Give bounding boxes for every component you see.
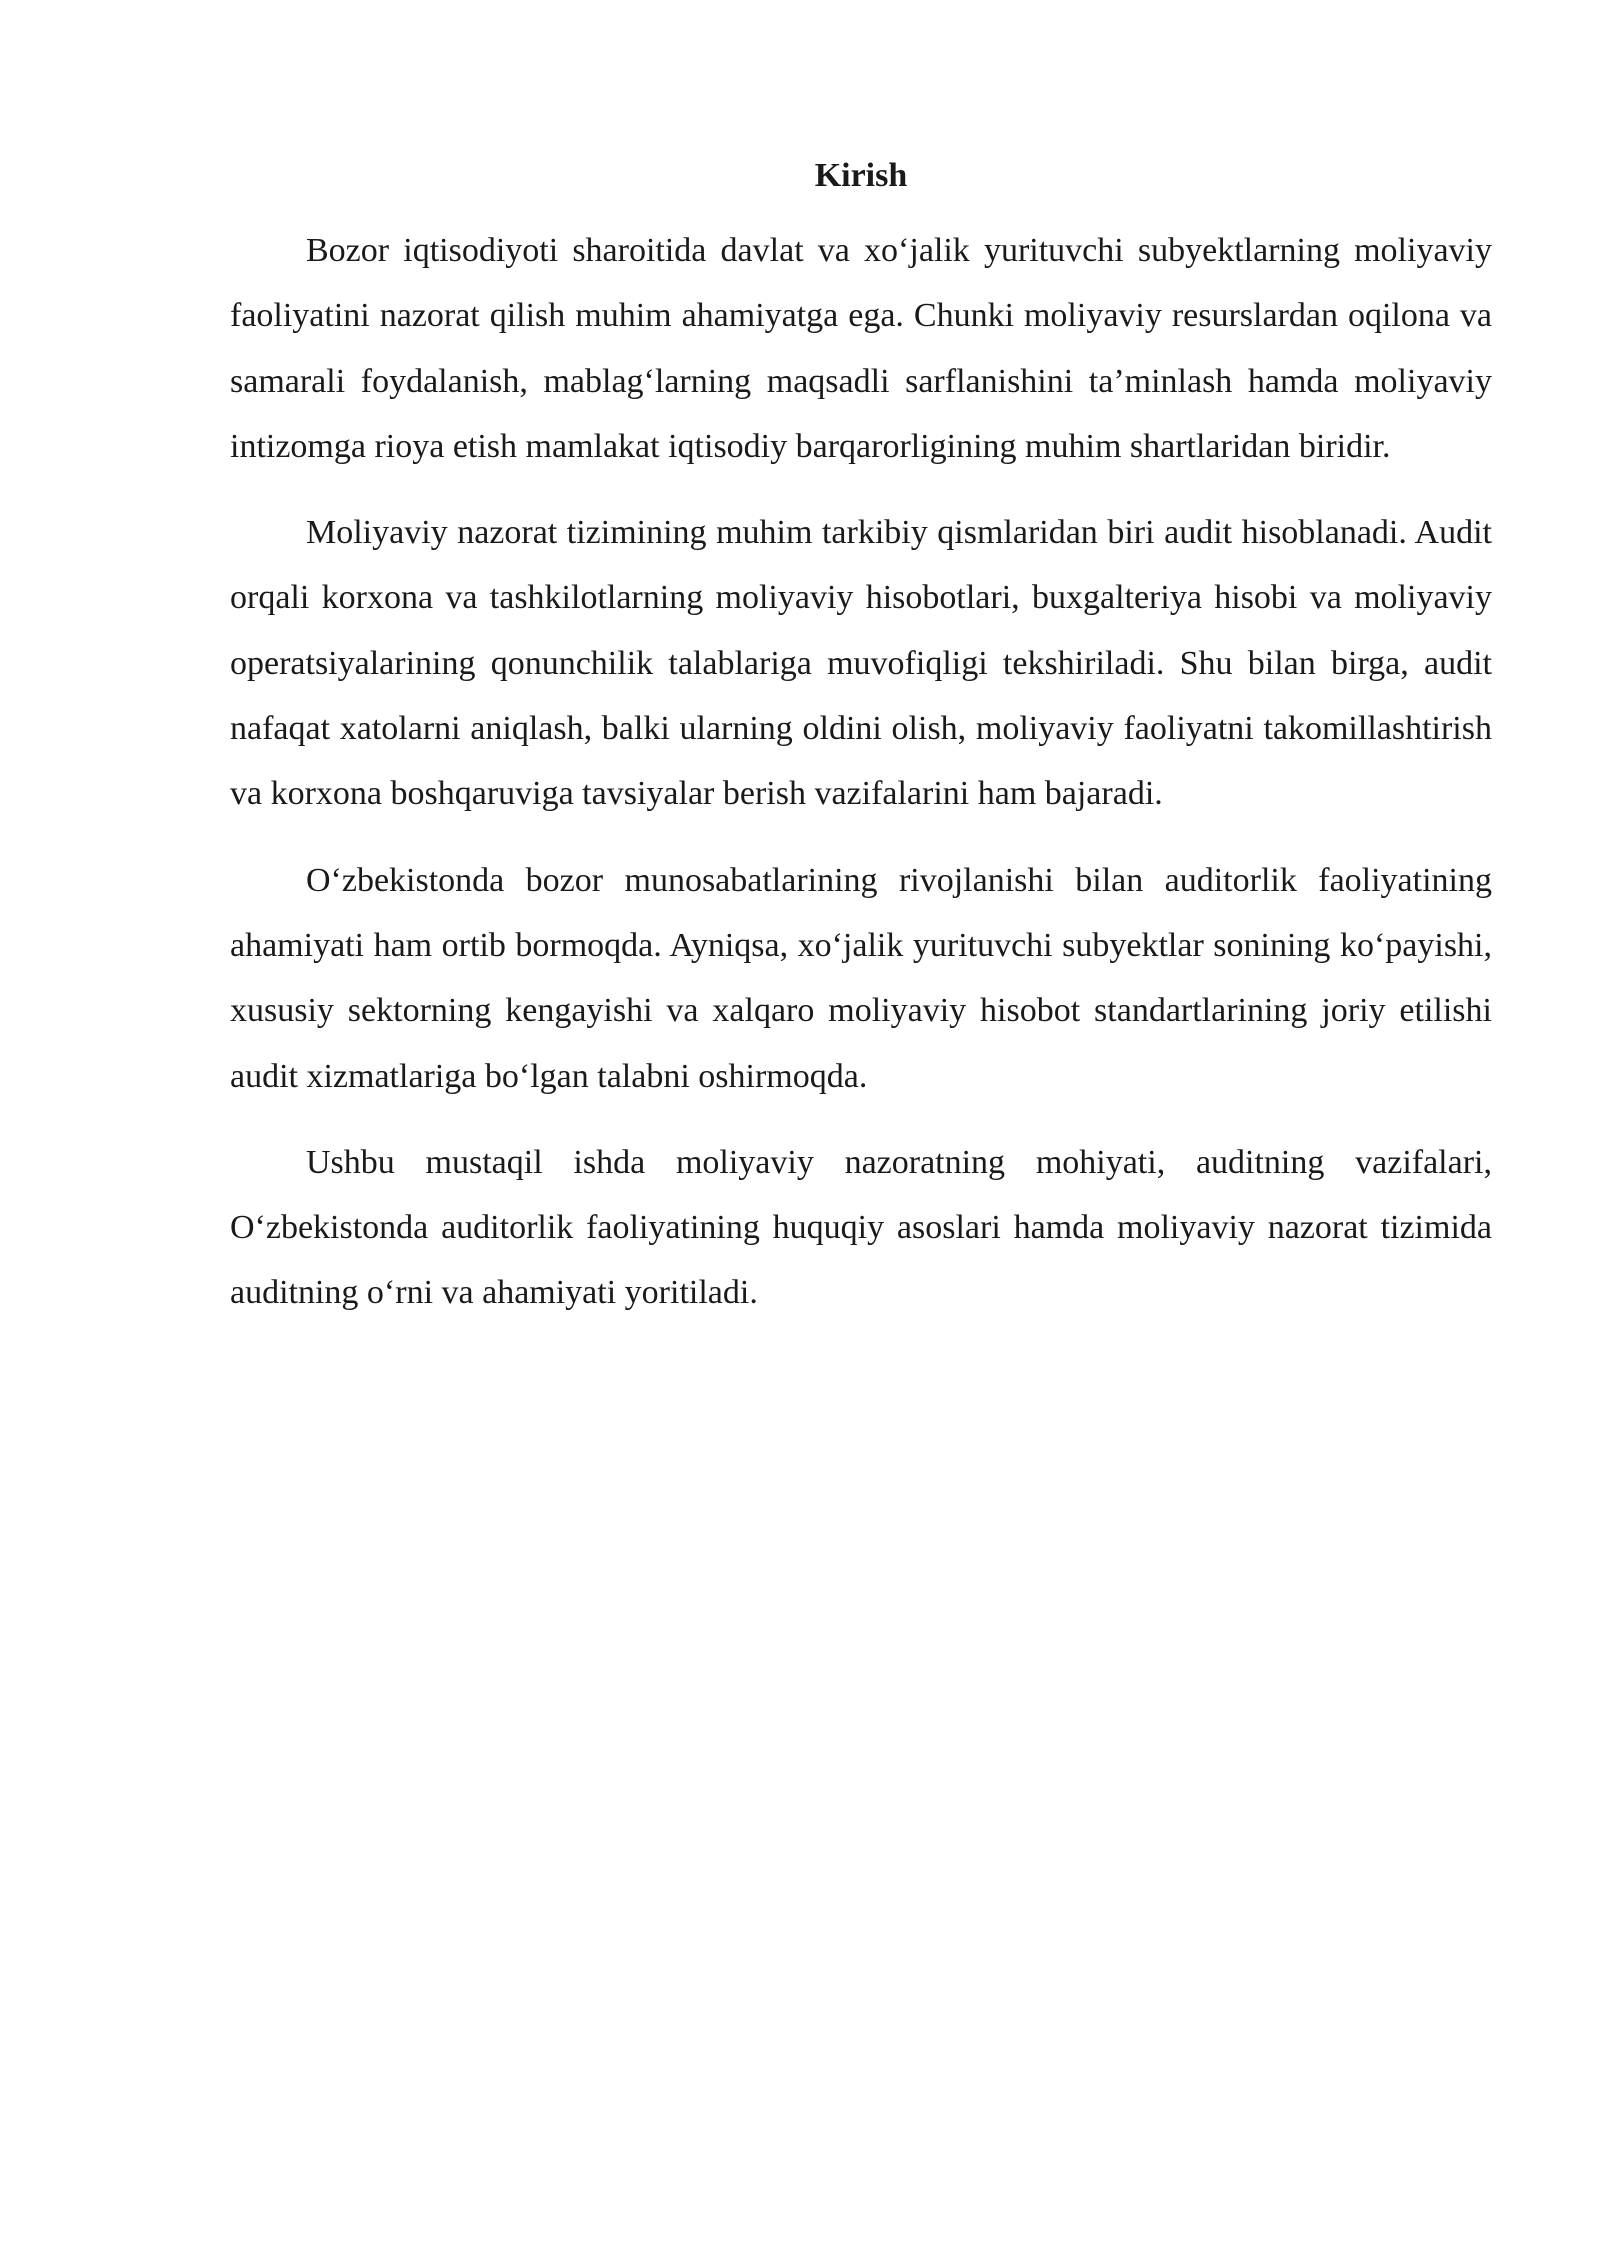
page-title: Kirish <box>814 157 908 194</box>
paragraph-4: Ushbu mustaqil ishda moliyaviy nazoratning mohiyati, auditning vazifalari, O‘zbekistonda auditorlik faoliyatining huquqiy asoslari hamda moliyaviy nazorat tizimida auditning o‘rni va ahamiyati yoritiladi. <box>230 1143 1492 1312</box>
paragraph-2: Moliyaviy nazorat tizimining muhim tarkibiy qismlaridan biri audit hisoblanadi. Audit orqali korxona va tashkilotlarning moliyaviy hisobotlari, buxgalteriya hisobi va moliyaviy operatsiyalarining qonunchilik talablariga muvofiqligi tekshiriladi. Shu bilan birga, audit nafaqat xatolarni aniqlash, balki ularning oldini olish, moliyaviy faoliyatni takomillashtirish va korxona boshqaruviga tavsiyalar berish vazifalarini ham bajaradi. <box>230 514 1492 813</box>
paragraph-3: O‘zbekistonda bozor munosabatlarining rivojlanishi bilan auditorlik faoliyatining ahamiyati ham ortib bormoqda. Ayniqsa, xo‘jalik yurituvchi subyektlar sonining ko‘payishi, xususiy sektorning kengayishi va xalqaro moliyaviy hisobot standartlarining joriy etilishi audit xizmatlariga bo‘lgan talabni oshirmoqda. <box>230 861 1492 1095</box>
paragraph-1: Bozor iqtisodiyoti sharoitida davlat va xo‘jalik yurituvchi subyektlarning moliyaviy faoliyatini nazorat qilish muhim ahamiyatga ega. Chunki moliyaviy resurslardan oqilona va samarali foydalanish, mablag‘larning maqsadli sarflanishini ta’minlash hamda moliyaviy intizomga rioya etish mamlakat iqtisodiy barqarorligining muhim shartlaridan biridir. <box>230 232 1492 465</box>
document-body <box>230 148 1492 1347</box>
